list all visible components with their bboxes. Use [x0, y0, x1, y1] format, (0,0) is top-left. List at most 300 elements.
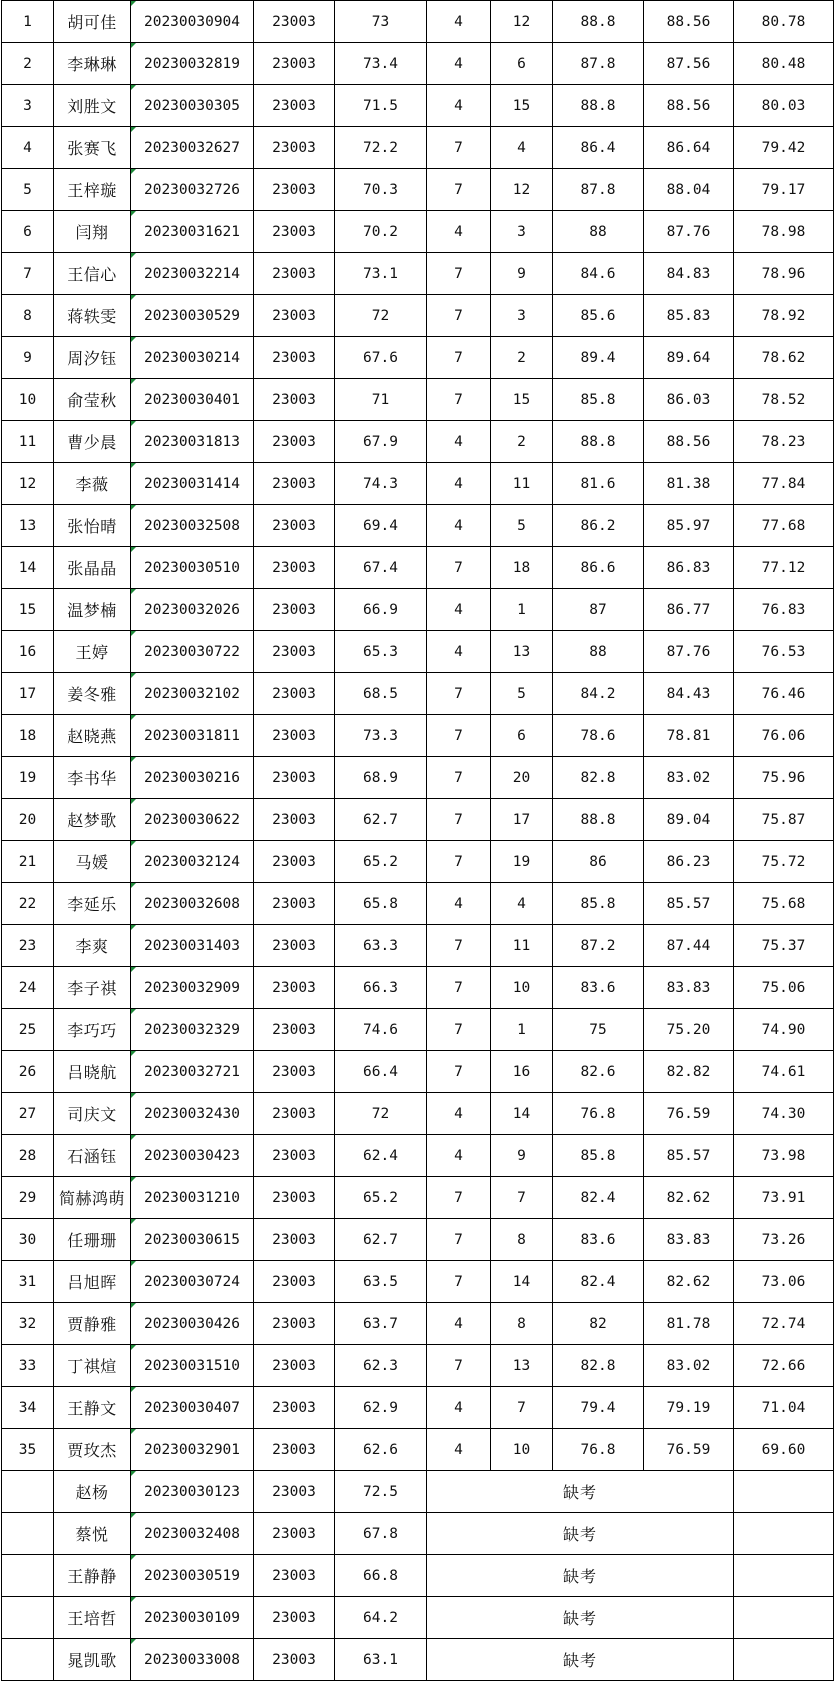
candidate-name-cell: 蒋轶雯 — [54, 295, 131, 337]
exam-id-cell: 20230033008 — [131, 1639, 254, 1681]
row-number-cell: 21 — [2, 841, 54, 883]
position-code-cell: 23003 — [254, 127, 335, 169]
written-score-cell: 64.2 — [335, 1597, 427, 1639]
candidate-name-cell: 赵杨 — [54, 1471, 131, 1513]
exam-id-cell: 20230032026 — [131, 589, 254, 631]
candidate-name-cell: 蔡悦 — [54, 1513, 131, 1555]
exam-id-cell: 20230030519 — [131, 1555, 254, 1597]
total-score-cell: 77.84 — [734, 463, 834, 505]
adjusted-score-cell: 76.59 — [644, 1429, 734, 1471]
interview-score-cell: 88.8 — [553, 799, 644, 841]
exam-id-cell: 20230032721 — [131, 1051, 254, 1093]
adjusted-score-cell: 85.57 — [644, 1135, 734, 1177]
row-number-cell: 20 — [2, 799, 54, 841]
table-row — [2, 337, 834, 379]
exam-id-cell: 20230030510 — [131, 547, 254, 589]
row-number-cell: 22 — [2, 883, 54, 925]
written-score-cell: 62.6 — [335, 1429, 427, 1471]
row-number-cell: 6 — [2, 211, 54, 253]
candidate-name-cell: 晁凯歌 — [54, 1639, 131, 1681]
exam-id-cell: 20230030401 — [131, 379, 254, 421]
written-score-cell: 69.4 — [335, 505, 427, 547]
row-number-cell: 14 — [2, 547, 54, 589]
adjusted-score-cell: 85.83 — [644, 295, 734, 337]
interview-score-cell: 78.6 — [553, 715, 644, 757]
interview-score-cell: 88.8 — [553, 85, 644, 127]
total-score-cell: 74.30 — [734, 1093, 834, 1135]
adjusted-score-cell: 87.56 — [644, 43, 734, 85]
row-number-cell — [2, 1471, 54, 1513]
interview-score-cell: 82.8 — [553, 1345, 644, 1387]
written-score-cell: 65.8 — [335, 883, 427, 925]
absent-row — [2, 1639, 834, 1681]
interview-score-cell: 88 — [553, 631, 644, 673]
adjusted-score-cell: 84.43 — [644, 673, 734, 715]
row-number-cell: 13 — [2, 505, 54, 547]
candidate-name-cell: 张赛飞 — [54, 127, 131, 169]
draw-order-cell: 4 — [491, 127, 553, 169]
interview-group-cell: 4 — [427, 883, 491, 925]
absent-row — [2, 1513, 834, 1555]
interview-score-cell: 79.4 — [553, 1387, 644, 1429]
row-number-cell: 27 — [2, 1093, 54, 1135]
exam-id-cell: 20230032819 — [131, 43, 254, 85]
interview-score-cell: 83.6 — [553, 1219, 644, 1261]
candidate-name-cell: 贾玫杰 — [54, 1429, 131, 1471]
interview-score-cell: 76.8 — [553, 1429, 644, 1471]
exam-id-cell: 20230032430 — [131, 1093, 254, 1135]
row-number-cell — [2, 1555, 54, 1597]
position-code-cell: 23003 — [254, 1, 335, 43]
draw-order-cell: 9 — [491, 253, 553, 295]
exam-id-cell: 20230032329 — [131, 1009, 254, 1051]
position-code-cell: 23003 — [254, 1303, 335, 1345]
table-row — [2, 967, 834, 1009]
draw-order-cell: 6 — [491, 43, 553, 85]
table-row — [2, 463, 834, 505]
row-number-cell: 24 — [2, 967, 54, 1009]
table-row — [2, 1345, 834, 1387]
interview-score-cell: 82.4 — [553, 1261, 644, 1303]
interview-group-cell: 7 — [427, 1177, 491, 1219]
interview-score-cell: 86 — [553, 841, 644, 883]
adjusted-score-cell: 85.57 — [644, 883, 734, 925]
row-number-cell — [2, 1639, 54, 1681]
position-code-cell: 23003 — [254, 463, 335, 505]
table-row — [2, 1051, 834, 1093]
interview-score-cell: 87.8 — [553, 43, 644, 85]
adjusted-score-cell: 85.97 — [644, 505, 734, 547]
candidate-name-cell: 王培哲 — [54, 1597, 131, 1639]
position-code-cell: 23003 — [254, 1471, 335, 1513]
absent-status-cell: 缺考 — [427, 1513, 734, 1555]
candidate-name-cell: 马媛 — [54, 841, 131, 883]
interview-group-cell: 4 — [427, 1, 491, 43]
interview-group-cell: 4 — [427, 505, 491, 547]
row-number-cell: 4 — [2, 127, 54, 169]
total-score-cell: 79.17 — [734, 169, 834, 211]
row-number-cell: 9 — [2, 337, 54, 379]
written-score-cell: 72.5 — [335, 1471, 427, 1513]
interview-score-cell: 75 — [553, 1009, 644, 1051]
interview-group-cell: 7 — [427, 1345, 491, 1387]
candidate-name-cell: 李巧巧 — [54, 1009, 131, 1051]
draw-order-cell: 5 — [491, 673, 553, 715]
position-code-cell: 23003 — [254, 43, 335, 85]
interview-group-cell: 7 — [427, 715, 491, 757]
candidate-name-cell: 李延乐 — [54, 883, 131, 925]
interview-group-cell: 7 — [427, 673, 491, 715]
adjusted-score-cell: 83.02 — [644, 1345, 734, 1387]
candidate-name-cell: 张晶晶 — [54, 547, 131, 589]
draw-order-cell: 12 — [491, 1, 553, 43]
row-number-cell: 28 — [2, 1135, 54, 1177]
position-code-cell: 23003 — [254, 379, 335, 421]
draw-order-cell: 19 — [491, 841, 553, 883]
adjusted-score-cell: 89.04 — [644, 799, 734, 841]
candidate-name-cell: 石涵钰 — [54, 1135, 131, 1177]
exam-id-cell: 20230032726 — [131, 169, 254, 211]
exam-id-cell: 20230031510 — [131, 1345, 254, 1387]
interview-score-cell: 85.8 — [553, 1135, 644, 1177]
interview-score-cell: 87 — [553, 589, 644, 631]
written-score-cell: 73.4 — [335, 43, 427, 85]
candidate-name-cell: 王静静 — [54, 1555, 131, 1597]
draw-order-cell: 14 — [491, 1261, 553, 1303]
table-row — [2, 799, 834, 841]
written-score-cell: 71 — [335, 379, 427, 421]
exam-id-cell: 20230031210 — [131, 1177, 254, 1219]
total-score-cell: 76.46 — [734, 673, 834, 715]
total-score-cell: 73.91 — [734, 1177, 834, 1219]
written-score-cell: 63.5 — [335, 1261, 427, 1303]
total-score-cell: 77.12 — [734, 547, 834, 589]
position-code-cell: 23003 — [254, 883, 335, 925]
row-number-cell: 33 — [2, 1345, 54, 1387]
table-row — [2, 1387, 834, 1429]
interview-score-cell: 87.8 — [553, 169, 644, 211]
table-row — [2, 379, 834, 421]
table-row — [2, 1303, 834, 1345]
interview-score-cell: 84.2 — [553, 673, 644, 715]
interview-group-cell: 7 — [427, 1261, 491, 1303]
written-score-cell: 62.9 — [335, 1387, 427, 1429]
total-score-cell — [734, 1555, 834, 1597]
exam-id-cell: 20230032627 — [131, 127, 254, 169]
score-table — [1, 0, 834, 1681]
adjusted-score-cell: 83.83 — [644, 1219, 734, 1261]
position-code-cell: 23003 — [254, 85, 335, 127]
interview-group-cell: 7 — [427, 253, 491, 295]
interview-group-cell: 4 — [427, 1303, 491, 1345]
adjusted-score-cell: 88.56 — [644, 1, 734, 43]
position-code-cell: 23003 — [254, 1261, 335, 1303]
table-row — [2, 1135, 834, 1177]
position-code-cell: 23003 — [254, 1093, 335, 1135]
adjusted-score-cell: 81.38 — [644, 463, 734, 505]
written-score-cell: 68.5 — [335, 673, 427, 715]
draw-order-cell: 12 — [491, 169, 553, 211]
position-code-cell: 23003 — [254, 547, 335, 589]
interview-group-cell: 4 — [427, 1135, 491, 1177]
total-score-cell: 78.23 — [734, 421, 834, 463]
candidate-name-cell: 闫翔 — [54, 211, 131, 253]
total-score-cell: 75.72 — [734, 841, 834, 883]
absent-status-cell: 缺考 — [427, 1555, 734, 1597]
written-score-cell: 68.9 — [335, 757, 427, 799]
total-score-cell: 80.78 — [734, 1, 834, 43]
adjusted-score-cell: 83.83 — [644, 967, 734, 1009]
total-score-cell: 79.42 — [734, 127, 834, 169]
row-number-cell: 23 — [2, 925, 54, 967]
interview-group-cell: 7 — [427, 295, 491, 337]
position-code-cell: 23003 — [254, 253, 335, 295]
written-score-cell: 67.4 — [335, 547, 427, 589]
candidate-name-cell: 吕旭晖 — [54, 1261, 131, 1303]
interview-score-cell: 86.4 — [553, 127, 644, 169]
interview-group-cell: 4 — [427, 43, 491, 85]
row-number-cell: 1 — [2, 1, 54, 43]
absent-row — [2, 1555, 834, 1597]
total-score-cell: 80.48 — [734, 43, 834, 85]
written-score-cell: 65.3 — [335, 631, 427, 673]
exam-id-cell: 20230030305 — [131, 85, 254, 127]
exam-id-cell: 20230032901 — [131, 1429, 254, 1471]
interview-group-cell: 4 — [427, 589, 491, 631]
total-score-cell: 76.06 — [734, 715, 834, 757]
written-score-cell: 66.4 — [335, 1051, 427, 1093]
exam-id-cell: 20230032124 — [131, 841, 254, 883]
candidate-name-cell: 李子祺 — [54, 967, 131, 1009]
interview-score-cell: 82.6 — [553, 1051, 644, 1093]
row-number-cell: 30 — [2, 1219, 54, 1261]
row-number-cell: 34 — [2, 1387, 54, 1429]
candidate-name-cell: 刘胜文 — [54, 85, 131, 127]
row-number-cell: 7 — [2, 253, 54, 295]
draw-order-cell: 2 — [491, 337, 553, 379]
candidate-name-cell: 赵晓燕 — [54, 715, 131, 757]
row-number-cell: 12 — [2, 463, 54, 505]
position-code-cell: 23003 — [254, 421, 335, 463]
position-code-cell: 23003 — [254, 673, 335, 715]
adjusted-score-cell: 86.77 — [644, 589, 734, 631]
position-code-cell: 23003 — [254, 1177, 335, 1219]
exam-id-cell: 20230032408 — [131, 1513, 254, 1555]
interview-group-cell: 7 — [427, 925, 491, 967]
written-score-cell: 66.8 — [335, 1555, 427, 1597]
draw-order-cell: 13 — [491, 1345, 553, 1387]
row-number-cell: 11 — [2, 421, 54, 463]
row-number-cell: 18 — [2, 715, 54, 757]
adjusted-score-cell: 88.56 — [644, 421, 734, 463]
written-score-cell: 66.9 — [335, 589, 427, 631]
position-code-cell: 23003 — [254, 1051, 335, 1093]
adjusted-score-cell: 88.56 — [644, 85, 734, 127]
interview-group-cell: 7 — [427, 169, 491, 211]
total-score-cell: 77.68 — [734, 505, 834, 547]
position-code-cell: 23003 — [254, 295, 335, 337]
draw-order-cell: 10 — [491, 1429, 553, 1471]
interview-group-cell: 7 — [427, 967, 491, 1009]
table-row — [2, 1009, 834, 1051]
written-score-cell: 62.4 — [335, 1135, 427, 1177]
draw-order-cell: 13 — [491, 631, 553, 673]
interview-score-cell: 86.6 — [553, 547, 644, 589]
interview-score-cell: 85.6 — [553, 295, 644, 337]
interview-score-cell: 85.8 — [553, 379, 644, 421]
interview-group-cell: 4 — [427, 421, 491, 463]
draw-order-cell: 11 — [491, 463, 553, 505]
table-row — [2, 169, 834, 211]
table-row — [2, 1261, 834, 1303]
candidate-name-cell: 司庆文 — [54, 1093, 131, 1135]
interview-group-cell: 7 — [427, 757, 491, 799]
table-row — [2, 1429, 834, 1471]
candidate-name-cell: 胡可佳 — [54, 1, 131, 43]
total-score-cell: 78.52 — [734, 379, 834, 421]
candidate-name-cell: 简赫鸿萌 — [54, 1177, 131, 1219]
adjusted-score-cell: 86.03 — [644, 379, 734, 421]
draw-order-cell: 8 — [491, 1219, 553, 1261]
position-code-cell: 23003 — [254, 925, 335, 967]
table-row — [2, 757, 834, 799]
interview-group-cell: 4 — [427, 211, 491, 253]
written-score-cell: 74.6 — [335, 1009, 427, 1051]
candidate-name-cell: 丁祺煊 — [54, 1345, 131, 1387]
position-code-cell: 23003 — [254, 1009, 335, 1051]
adjusted-score-cell: 79.19 — [644, 1387, 734, 1429]
table-row — [2, 589, 834, 631]
draw-order-cell: 1 — [491, 589, 553, 631]
interview-score-cell: 82.4 — [553, 1177, 644, 1219]
exam-id-cell: 20230030214 — [131, 337, 254, 379]
table-row — [2, 1177, 834, 1219]
written-score-cell: 70.2 — [335, 211, 427, 253]
exam-id-cell: 20230032909 — [131, 967, 254, 1009]
position-code-cell: 23003 — [254, 799, 335, 841]
table-row — [2, 673, 834, 715]
position-code-cell: 23003 — [254, 1639, 335, 1681]
position-code-cell: 23003 — [254, 1513, 335, 1555]
interview-score-cell: 82.8 — [553, 757, 644, 799]
table-row — [2, 1219, 834, 1261]
total-score-cell: 78.92 — [734, 295, 834, 337]
exam-id-cell: 20230030904 — [131, 1, 254, 43]
interview-group-cell: 7 — [427, 799, 491, 841]
exam-id-cell: 20230030622 — [131, 799, 254, 841]
adjusted-score-cell: 82.82 — [644, 1051, 734, 1093]
draw-order-cell: 16 — [491, 1051, 553, 1093]
interview-group-cell: 7 — [427, 841, 491, 883]
row-number-cell: 29 — [2, 1177, 54, 1219]
candidate-name-cell: 王梓璇 — [54, 169, 131, 211]
position-code-cell: 23003 — [254, 757, 335, 799]
exam-id-cell: 20230030109 — [131, 1597, 254, 1639]
exam-id-cell: 20230032214 — [131, 253, 254, 295]
total-score-cell — [734, 1597, 834, 1639]
interview-group-cell: 7 — [427, 379, 491, 421]
written-score-cell: 63.7 — [335, 1303, 427, 1345]
draw-order-cell: 8 — [491, 1303, 553, 1345]
draw-order-cell: 14 — [491, 1093, 553, 1135]
interview-group-cell: 7 — [427, 1219, 491, 1261]
interview-score-cell: 88.8 — [553, 1, 644, 43]
interview-score-cell: 86.2 — [553, 505, 644, 547]
written-score-cell: 73.1 — [335, 253, 427, 295]
total-score-cell: 75.68 — [734, 883, 834, 925]
candidate-name-cell: 李爽 — [54, 925, 131, 967]
candidate-name-cell: 曹少晨 — [54, 421, 131, 463]
row-number-cell: 32 — [2, 1303, 54, 1345]
interview-group-cell: 4 — [427, 1387, 491, 1429]
draw-order-cell: 2 — [491, 421, 553, 463]
written-score-cell: 63.3 — [335, 925, 427, 967]
position-code-cell: 23003 — [254, 1555, 335, 1597]
total-score-cell: 76.53 — [734, 631, 834, 673]
candidate-name-cell: 王信心 — [54, 253, 131, 295]
written-score-cell: 71.5 — [335, 85, 427, 127]
exam-id-cell: 20230030216 — [131, 757, 254, 799]
draw-order-cell: 20 — [491, 757, 553, 799]
exam-id-cell: 20230032102 — [131, 673, 254, 715]
total-score-cell: 74.61 — [734, 1051, 834, 1093]
row-number-cell — [2, 1513, 54, 1555]
row-number-cell: 17 — [2, 673, 54, 715]
position-code-cell: 23003 — [254, 1219, 335, 1261]
interview-group-cell: 4 — [427, 1093, 491, 1135]
adjusted-score-cell: 87.44 — [644, 925, 734, 967]
adjusted-score-cell: 87.76 — [644, 631, 734, 673]
absent-status-cell: 缺考 — [427, 1597, 734, 1639]
exam-id-cell: 20230031414 — [131, 463, 254, 505]
table-row — [2, 715, 834, 757]
adjusted-score-cell: 75.20 — [644, 1009, 734, 1051]
absent-status-cell: 缺考 — [427, 1471, 734, 1513]
written-score-cell: 67.6 — [335, 337, 427, 379]
interview-score-cell: 85.8 — [553, 883, 644, 925]
adjusted-score-cell: 83.02 — [644, 757, 734, 799]
total-score-cell: 74.90 — [734, 1009, 834, 1051]
draw-order-cell: 15 — [491, 85, 553, 127]
written-score-cell: 65.2 — [335, 841, 427, 883]
interview-score-cell: 82 — [553, 1303, 644, 1345]
draw-order-cell: 3 — [491, 211, 553, 253]
table-row — [2, 547, 834, 589]
row-number-cell: 26 — [2, 1051, 54, 1093]
row-number-cell — [2, 1597, 54, 1639]
total-score-cell: 78.62 — [734, 337, 834, 379]
written-score-cell: 62.3 — [335, 1345, 427, 1387]
adjusted-score-cell: 86.64 — [644, 127, 734, 169]
row-number-cell: 5 — [2, 169, 54, 211]
position-code-cell: 23003 — [254, 169, 335, 211]
adjusted-score-cell: 89.64 — [644, 337, 734, 379]
exam-id-cell: 20230031621 — [131, 211, 254, 253]
interview-group-cell: 4 — [427, 85, 491, 127]
absent-row — [2, 1597, 834, 1639]
candidate-name-cell: 吕晓航 — [54, 1051, 131, 1093]
written-score-cell: 74.3 — [335, 463, 427, 505]
interview-score-cell: 88 — [553, 211, 644, 253]
total-score-cell: 71.04 — [734, 1387, 834, 1429]
written-score-cell: 67.8 — [335, 1513, 427, 1555]
exam-id-cell: 20230030724 — [131, 1261, 254, 1303]
table-row — [2, 43, 834, 85]
candidate-name-cell: 贾静雅 — [54, 1303, 131, 1345]
table-row — [2, 85, 834, 127]
written-score-cell: 63.1 — [335, 1639, 427, 1681]
exam-id-cell: 20230032508 — [131, 505, 254, 547]
